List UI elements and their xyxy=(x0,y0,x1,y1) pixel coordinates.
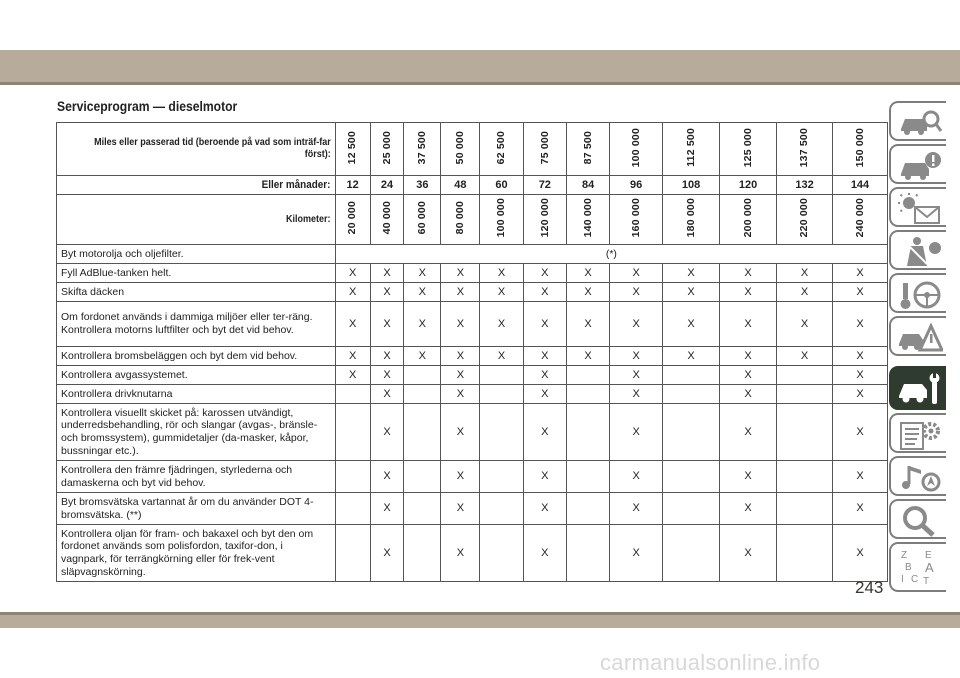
interval-mark: X xyxy=(610,385,663,404)
interval-mark: X xyxy=(833,404,888,461)
table-row xyxy=(57,461,888,493)
interval-mark xyxy=(566,385,609,404)
interval-mark: X xyxy=(777,347,833,366)
interval-mark: X xyxy=(523,366,566,385)
miles-value: 62 500 xyxy=(480,123,523,176)
interval-mark: X xyxy=(720,347,777,366)
warning-light-envelope-icon xyxy=(897,193,943,225)
interval-mark: X xyxy=(523,302,566,347)
interval-mark xyxy=(566,366,609,385)
interval-mark: X xyxy=(720,385,777,404)
interval-mark: X xyxy=(441,264,480,283)
km-value: 160 000 xyxy=(610,195,663,245)
interval-mark: X xyxy=(566,264,609,283)
interval-mark: X xyxy=(523,461,566,493)
month-value: 120 xyxy=(720,176,777,195)
index-letter: E xyxy=(925,550,932,561)
interval-mark: X xyxy=(370,461,404,493)
miles-value: 75 000 xyxy=(523,123,566,176)
interval-mark xyxy=(663,493,720,525)
car-warning-triangle-icon xyxy=(897,322,943,354)
interval-mark: X xyxy=(777,283,833,302)
miles-value: 87 500 xyxy=(566,123,609,176)
index-letter: T xyxy=(923,576,930,587)
months-label: Eller månader: xyxy=(57,176,336,195)
interval-mark: X xyxy=(480,283,523,302)
interval-mark: X xyxy=(610,404,663,461)
interval-mark: X xyxy=(480,347,523,366)
interval-mark xyxy=(404,385,441,404)
interval-mark xyxy=(777,461,833,493)
index-letter: B xyxy=(905,562,912,573)
km-value: 180 000 xyxy=(663,195,720,245)
km-label: Kilometer: xyxy=(57,195,336,245)
months-header-row xyxy=(57,176,888,195)
interval-mark: X xyxy=(663,264,720,283)
km-value: 100 000 xyxy=(480,195,523,245)
interval-mark: X xyxy=(404,302,441,347)
table-row xyxy=(57,302,888,347)
interval-mark xyxy=(404,461,441,493)
interval-mark: X xyxy=(720,302,777,347)
interval-mark xyxy=(335,385,370,404)
interval-mark xyxy=(335,404,370,461)
interval-mark: X xyxy=(370,264,404,283)
miles-value: 137 500 xyxy=(777,123,833,176)
interval-mark: X xyxy=(441,385,480,404)
month-value: 108 xyxy=(663,176,720,195)
car-magnifier-icon xyxy=(897,107,943,139)
interval-mark xyxy=(566,404,609,461)
km-value: 20 000 xyxy=(335,195,370,245)
interval-mark xyxy=(777,493,833,525)
km-value: 80 000 xyxy=(441,195,480,245)
tab-car-info[interactable] xyxy=(889,144,946,184)
interval-mark: X xyxy=(610,366,663,385)
interval-mark: X xyxy=(404,347,441,366)
km-value: 40 000 xyxy=(370,195,404,245)
interval-mark xyxy=(480,366,523,385)
interval-mark: X xyxy=(833,385,888,404)
interval-mark: X xyxy=(523,264,566,283)
interval-mark: X xyxy=(523,385,566,404)
interval-mark: X xyxy=(523,525,566,582)
interval-mark: X xyxy=(833,283,888,302)
interval-mark: X xyxy=(523,493,566,525)
interval-mark: X xyxy=(833,493,888,525)
interval-mark: X xyxy=(370,385,404,404)
interval-mark xyxy=(663,385,720,404)
miles-value: 25 000 xyxy=(370,123,404,176)
interval-mark xyxy=(663,461,720,493)
km-header-row xyxy=(57,195,888,245)
table-row xyxy=(57,245,888,264)
tab-search[interactable] xyxy=(889,499,946,539)
interval-mark: X xyxy=(370,283,404,302)
table-row xyxy=(57,264,888,283)
interval-mark: X xyxy=(523,283,566,302)
interval-mark: X xyxy=(566,283,609,302)
task-label: Kontrollera drivknutarna xyxy=(57,385,336,404)
table-row xyxy=(57,404,888,461)
interval-mark xyxy=(663,525,720,582)
interval-mark xyxy=(335,493,370,525)
interval-mark: X xyxy=(335,283,370,302)
steering-key-icon xyxy=(897,279,943,311)
miles-value: 125 000 xyxy=(720,123,777,176)
interval-mark xyxy=(777,525,833,582)
miles-label: Miles eller passerad tid (beroende på vad som inträf-far först): xyxy=(57,123,336,176)
interval-mark: X xyxy=(833,366,888,385)
interval-mark: X xyxy=(663,302,720,347)
interval-mark: X xyxy=(523,347,566,366)
task-label: Kontrollera bromsbeläggen och byt dem vid behov. xyxy=(57,347,336,366)
document-gear-icon xyxy=(897,419,943,451)
interval-mark: X xyxy=(610,461,663,493)
tab-car-service[interactable] xyxy=(889,366,946,410)
interval-mark: X xyxy=(370,347,404,366)
interval-mark: X xyxy=(523,404,566,461)
header-band-rule xyxy=(0,82,960,85)
interval-mark: X xyxy=(833,525,888,582)
miles-value: 12 500 xyxy=(335,123,370,176)
interval-mark xyxy=(404,404,441,461)
interval-mark xyxy=(663,366,720,385)
watermark: carmanualsonline.info xyxy=(600,650,821,675)
miles-value: 112 500 xyxy=(663,123,720,176)
footer-band xyxy=(0,615,960,628)
interval-mark: X xyxy=(720,525,777,582)
interval-mark xyxy=(777,385,833,404)
index-letter: C xyxy=(911,574,919,585)
interval-note: (*) xyxy=(335,245,887,264)
interval-mark xyxy=(777,366,833,385)
miles-value: 37 500 xyxy=(404,123,441,176)
interval-mark xyxy=(480,525,523,582)
tab-airbag-seatbelt[interactable] xyxy=(889,230,946,270)
interval-mark xyxy=(480,385,523,404)
tab-warning-light[interactable] xyxy=(889,187,946,227)
table-row xyxy=(57,493,888,525)
tab-document-settings[interactable] xyxy=(889,413,946,453)
interval-mark: X xyxy=(441,404,480,461)
interval-mark: X xyxy=(441,366,480,385)
month-value: 132 xyxy=(777,176,833,195)
interval-mark: X xyxy=(335,366,370,385)
interval-mark: X xyxy=(720,404,777,461)
interval-mark xyxy=(480,461,523,493)
interval-mark: X xyxy=(720,264,777,283)
interval-mark: X xyxy=(610,347,663,366)
interval-mark: X xyxy=(404,283,441,302)
interval-mark: X xyxy=(480,302,523,347)
interval-mark: X xyxy=(663,283,720,302)
km-value: 220 000 xyxy=(777,195,833,245)
interval-mark: X xyxy=(441,493,480,525)
interval-mark: X xyxy=(777,302,833,347)
interval-mark: X xyxy=(610,525,663,582)
interval-mark: X xyxy=(370,525,404,582)
interval-mark: X xyxy=(833,302,888,347)
interval-mark: X xyxy=(833,461,888,493)
month-value: 48 xyxy=(441,176,480,195)
service-schedule-table xyxy=(56,122,888,582)
interval-mark xyxy=(566,461,609,493)
interval-mark: X xyxy=(441,461,480,493)
month-value: 36 xyxy=(404,176,441,195)
interval-mark: X xyxy=(370,404,404,461)
interval-mark: X xyxy=(370,493,404,525)
interval-mark xyxy=(566,525,609,582)
interval-mark: X xyxy=(335,302,370,347)
tab-steering-key[interactable] xyxy=(889,273,946,313)
task-label: Kontrollera oljan för fram- och bakaxel och byt den om fordonet används som polisfordon, taxifor-don, i vagnpark, för terrängkörning eller för frek-vent släpvagnskörning. xyxy=(57,525,336,582)
interval-mark: X xyxy=(335,264,370,283)
interval-mark: X xyxy=(441,525,480,582)
interval-mark xyxy=(335,461,370,493)
task-label: Kontrollera avgassystemet. xyxy=(57,366,336,385)
page-number: 243 xyxy=(855,578,884,597)
interval-mark: X xyxy=(720,493,777,525)
interval-mark xyxy=(404,366,441,385)
interval-mark: X xyxy=(404,264,441,283)
section-title: Serviceprogram — dieselmotor xyxy=(57,99,238,114)
interval-mark: X xyxy=(777,264,833,283)
index-letter: I xyxy=(901,574,904,585)
miles-value: 150 000 xyxy=(833,123,888,176)
interval-mark: X xyxy=(610,493,663,525)
table-row xyxy=(57,385,888,404)
tab-multimedia[interactable] xyxy=(889,456,946,496)
table-row xyxy=(57,283,888,302)
interval-mark: X xyxy=(566,347,609,366)
car-wrench-icon xyxy=(897,372,943,408)
month-value: 96 xyxy=(610,176,663,195)
km-value: 60 000 xyxy=(404,195,441,245)
km-value: 240 000 xyxy=(833,195,888,245)
task-label: Om fordonet används i dammiga miljöer eller ter-räng. Kontrollera motorns luftfilter och byt det vid behov. xyxy=(57,302,336,347)
header-band xyxy=(0,50,960,82)
interval-mark: X xyxy=(566,302,609,347)
km-value: 120 000 xyxy=(523,195,566,245)
month-value: 24 xyxy=(370,176,404,195)
interval-mark: X xyxy=(833,264,888,283)
index-letter: A xyxy=(925,560,934,575)
task-label: Kontrollera den främre fjädringen, styrlederna och damaskerna och byt vid behov. xyxy=(57,461,336,493)
alphabet-index-icon xyxy=(897,548,943,590)
km-value: 200 000 xyxy=(720,195,777,245)
interval-mark xyxy=(777,404,833,461)
table-row xyxy=(57,347,888,366)
interval-mark: X xyxy=(610,264,663,283)
task-label: Kontrollera visuellt skicket på: karossen utvändigt, underredsbehandling, rör och slangar (avgas-, bränsle- och bromssystem), gummidetaljer (da-masker, kåpor, bussningar etc.). xyxy=(57,404,336,461)
interval-mark: X xyxy=(610,283,663,302)
task-label: Skifta däcken xyxy=(57,283,336,302)
km-value: 140 000 xyxy=(566,195,609,245)
interval-mark xyxy=(404,525,441,582)
table-row xyxy=(57,525,888,582)
interval-mark: X xyxy=(720,283,777,302)
interval-mark: X xyxy=(370,302,404,347)
month-value: 144 xyxy=(833,176,888,195)
tab-car-warning[interactable] xyxy=(889,316,946,356)
task-label: Fyll AdBlue-tanken helt. xyxy=(57,264,336,283)
task-label: Byt bromsvätska vartannat år om du använder DOT 4-bromsvätska. (**) xyxy=(57,493,336,525)
index-letter: Z xyxy=(901,550,908,561)
interval-mark xyxy=(480,493,523,525)
interval-mark: X xyxy=(335,347,370,366)
interval-mark: X xyxy=(480,264,523,283)
interval-mark: X xyxy=(441,283,480,302)
car-info-icon xyxy=(897,150,943,182)
table-row xyxy=(57,366,888,385)
month-value: 72 xyxy=(523,176,566,195)
interval-mark: X xyxy=(833,347,888,366)
search-icon xyxy=(897,505,943,537)
interval-mark xyxy=(335,525,370,582)
interval-mark: X xyxy=(370,366,404,385)
month-value: 12 xyxy=(335,176,370,195)
interval-mark xyxy=(663,404,720,461)
miles-value: 100 000 xyxy=(610,123,663,176)
task-label: Byt motorolja och oljefilter. xyxy=(57,245,336,264)
tab-car-magnifier[interactable] xyxy=(889,101,946,141)
top-margin xyxy=(0,0,960,50)
interval-mark xyxy=(566,493,609,525)
interval-mark: X xyxy=(441,302,480,347)
interval-mark xyxy=(404,493,441,525)
month-value: 60 xyxy=(480,176,523,195)
interval-mark: X xyxy=(720,461,777,493)
interval-mark xyxy=(480,404,523,461)
interval-mark: X xyxy=(663,347,720,366)
tab-alphabetical-index[interactable] xyxy=(889,542,946,592)
interval-mark: X xyxy=(610,302,663,347)
miles-value: 50 000 xyxy=(441,123,480,176)
interval-mark: X xyxy=(441,347,480,366)
music-navigation-icon xyxy=(897,462,943,494)
miles-header-row xyxy=(57,123,888,176)
airbag-seatbelt-icon xyxy=(897,236,943,268)
interval-mark: X xyxy=(720,366,777,385)
month-value: 84 xyxy=(566,176,609,195)
